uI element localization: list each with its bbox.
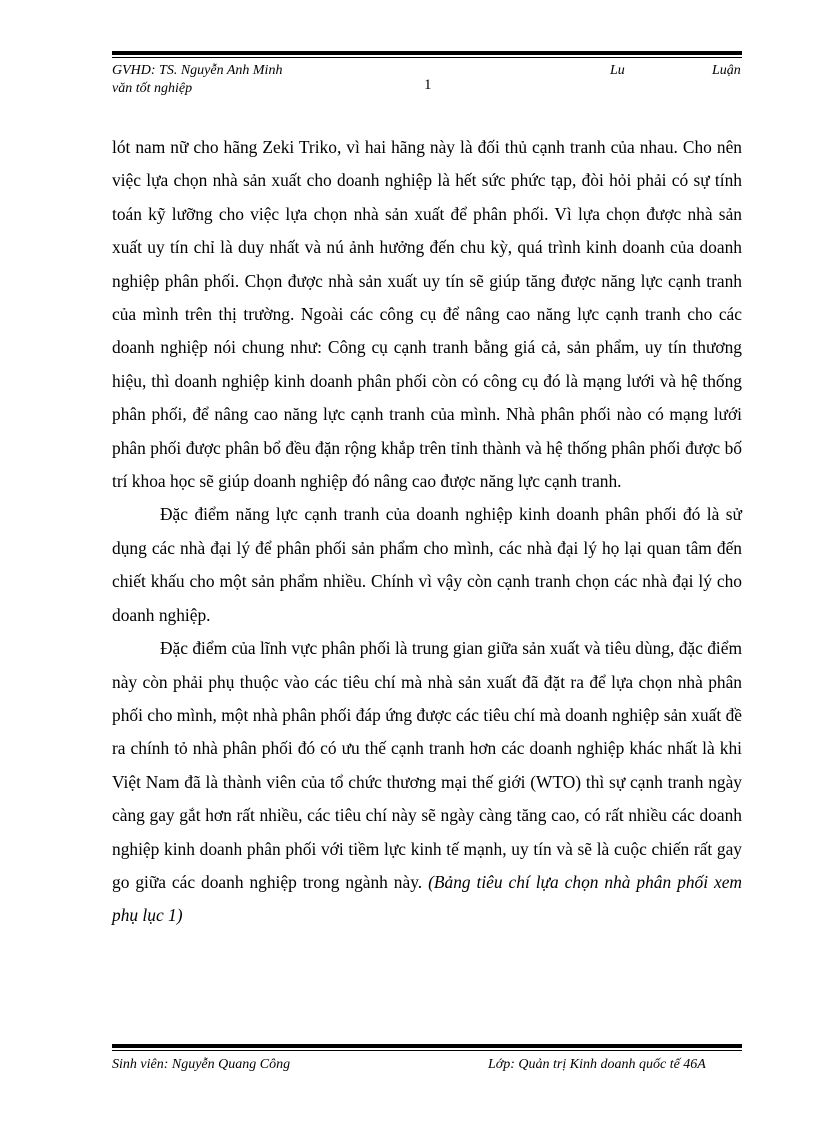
paragraph-3-text: Đặc điểm của lĩnh vực phân phối là trung gian giữa sản xuất và tiêu dùng, đặc điểm này còn phải phụ thuộc vào các tiêu chí mà nhà sản xuất đã đặt ra để lựa chọn nhà phân phối cho mình, một nhà phân phối đáp ứng được các tiêu chí mà doanh nghiệp sản xuất đề ra chính tỏ nhà phân phối đó có ưu thế cạnh tranh hơn các doanh nghiệp khác nhất là khi Việt Nam đã là thành viên của tổ chức thương mại thế giới (WTO) thì sự cạnh tranh ngày càng gay gắt hơn rất nhiều, các tiêu chí này sẽ ngày càng tăng cao, có rất nhiều các doanh nghiệp kinh doanh phân phối với tiềm lực kinh tế mạnh, uy tín và sẽ là cuộc chiến rất gay go giữa các doanh nghiệp trong ngành này.: [112, 638, 742, 892]
footer-class: Lớp: Quản trị Kinh doanh quốc tế 46A: [488, 1057, 706, 1072]
footer-student: Sinh viên: Nguyễn Quang Công: [112, 1057, 291, 1072]
page-number: 1: [424, 77, 432, 93]
footer-rule: [112, 1044, 742, 1051]
header-title: Luận: [712, 63, 741, 78]
header-title-fragment: Lu: [610, 63, 625, 78]
header-rule: [112, 51, 742, 58]
header-title-continuation: văn tốt nghiệp: [112, 81, 193, 96]
document-body: [112, 131, 742, 933]
paragraph-2: Đặc điểm năng lực cạnh tranh của doanh nghiệp kinh doanh phân phối đó là sử dụng các nhà đại lý để phân phối sản phẩm cho mình, các nhà đại lý họ lại quan tâm đến chiết khấu cho một sản phẩm nhiều. Chính vì vậy còn cạnh tranh chọn các nhà đại lý cho doanh nghiệp.: [112, 504, 742, 625]
appendix-reference: (Bảng tiêu chí lựa chọn nhà phân phối xem phụ lục 1): [112, 871, 742, 926]
paragraph-3: [112, 632, 742, 933]
header-supervisor: GVHD: TS. Nguyễn Anh Minh: [112, 63, 283, 78]
paragraph-1: lót nam nữ cho hãng Zeki Triko, vì hai hãng này là đối thủ cạnh tranh của nhau. Cho nên việc lựa chọn nhà sản xuất cho doanh nghiệp là hết sức phức tạp, đòi hỏi phải có sự tính toán kỹ lưỡng cho việc lựa chọn nhà sản xuất để phân phối. Vì lựa chọn được nhà sản xuất uy tín chỉ là duy nhất và nú ảnh hưởng đến chu kỳ, quá trình kinh doanh của doanh nghiệp phân phối. Chọn được nhà sản xuất uy tín sẽ giúp tăng được năng lực cạnh tranh của mình trên thị trường. Ngoài các công cụ để nâng cao năng lực cạnh tranh cho các doanh nghiệp nói chung như: Công cụ cạnh tranh bằng giá cả, sản phẩm, uy tín thương hiệu, thì doanh nghiệp kinh doanh phân phối còn có công cụ đó là mạng lưới và hệ thống phân phối, để nâng cao năng lực cạnh tranh của mình. Nhà phân phối nào có mạng lưới phân phối được phân bổ đều đặn rộng khắp trên tỉnh thành và hệ thống phân phối được bố trí khoa học sẽ giúp doanh nghiệp đó nâng cao được năng lực cạnh tranh.: [112, 137, 742, 492]
